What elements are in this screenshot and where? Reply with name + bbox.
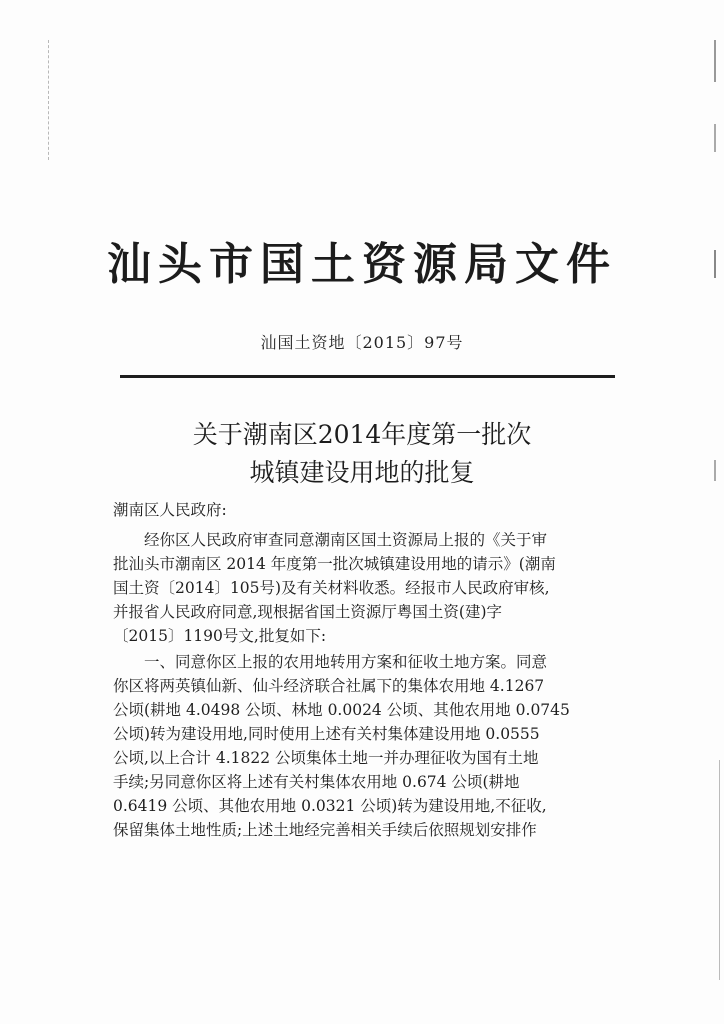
paragraph-1-line: 国土资〔2014〕105号)及有关材料收悉。经报市人民政府审核, bbox=[113, 579, 550, 597]
document-body bbox=[113, 498, 613, 842]
title-line-2: 城镇建设用地的批复 bbox=[249, 458, 475, 487]
issuer-title: 汕头市国土资源局文件 bbox=[107, 239, 617, 290]
document-title bbox=[0, 416, 724, 492]
paragraph-2 bbox=[113, 650, 613, 842]
paragraph-2-line: 一、同意你区上报的农用地转用方案和征收土地方案。同意 bbox=[144, 653, 548, 671]
scan-edge-artifact-left bbox=[48, 40, 50, 160]
paragraph-1 bbox=[113, 528, 613, 648]
paragraph-2-line: 手续;另同意你区将上述有关村集体农用地 0.674 公顷(耕地 bbox=[113, 773, 520, 791]
document-number: 汕国土资地〔2015〕97号 bbox=[260, 333, 464, 352]
paragraph-2-line: 保留集体土地性质;上述土地经完善相关手续后依照规划安排作 bbox=[113, 821, 537, 839]
paragraph-2-line: 公顷(耕地 4.0498 公顷、林地 0.0024 公顷、其他农用地 0.0745 bbox=[113, 701, 570, 719]
paragraph-1-line: 〔2015〕1190号文,批复如下: bbox=[113, 627, 327, 645]
salutation: 潮南区人民政府: bbox=[113, 501, 227, 519]
paragraph-1-line: 批汕头市潮南区 2014 年度第一批次城镇建设用地的请示》(潮南 bbox=[113, 555, 556, 573]
paragraph-1-line: 并报省人民政府同意,现根据省国土资源厅粤国土资(建)字 bbox=[113, 603, 503, 621]
header-divider bbox=[120, 375, 615, 378]
scan-edge-artifact-right-lower bbox=[719, 760, 720, 980]
scan-edge-artifact-right bbox=[714, 40, 716, 740]
paragraph-2-line: 0.6419 公顷、其他农用地 0.0321 公顷)转为建设用地,不征收, bbox=[113, 797, 547, 815]
title-line-1: 关于潮南区2014年度第一批次 bbox=[192, 420, 532, 449]
paragraph-1-line: 经你区人民政府审查同意潮南区国土资源局上报的《关于审 bbox=[144, 531, 548, 549]
paragraph-2-line: 公顷,以上合计 4.1822 公顷集体土地一并办理征收为国有土地 bbox=[113, 749, 539, 767]
paragraph-2-line: 公顷)转为建设用地,同时使用上述有关村集体建设用地 0.0555 bbox=[113, 725, 540, 743]
paragraph-2-line: 你区将两英镇仙新、仙斗经济联合社属下的集体农用地 4.1267 bbox=[113, 677, 545, 695]
